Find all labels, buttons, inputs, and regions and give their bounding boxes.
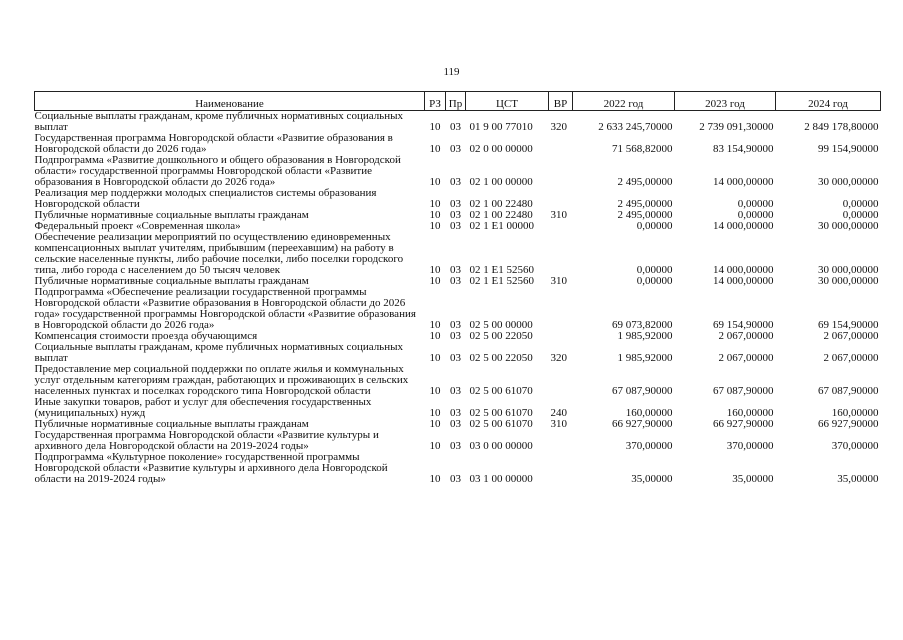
row-vr-cell bbox=[549, 331, 573, 342]
table-row bbox=[35, 364, 881, 397]
row-2022-cell: 2 495,00000 bbox=[617, 176, 673, 188]
row-vr-cell bbox=[549, 232, 573, 276]
row-name-cell: Социальные выплаты гражданам, кроме публичных нормативных социальных выплат bbox=[34, 341, 403, 364]
row-2023-cell: 2 067,00000 bbox=[718, 330, 774, 342]
row-2023-cell: 66 927,90000 bbox=[713, 418, 774, 430]
table-body bbox=[35, 111, 881, 486]
row-2022-cell: 69 073,82000 bbox=[612, 319, 673, 331]
row-pr-cell: 03 bbox=[450, 330, 461, 342]
row-2022-cell: 67 087,90000 bbox=[612, 385, 673, 397]
row-name-cell: Компенсация стоимости проезда обучающимся bbox=[34, 330, 258, 342]
row-cst-cell: 03 0 00 00000 bbox=[469, 440, 533, 452]
row-cst-cell: 02 0 00 00000 bbox=[469, 143, 533, 155]
row-rz-cell: 10 bbox=[429, 330, 441, 342]
row-pr-cell: 03 bbox=[450, 198, 461, 210]
row-2024-cell: 2 849 178,80000 bbox=[804, 121, 879, 133]
row-name-cell: Подпрограмма «Культурное поколение» государственной программы Новгородской области «Развитие культуры и архивного дела Новгородской области на 2019-2024 годы» bbox=[34, 451, 388, 485]
row-rz-cell: 10 bbox=[429, 121, 441, 133]
row-2024-cell: 370,00000 bbox=[831, 440, 879, 452]
row-name-cell: Предоставление мер социальной поддержки по оплате жилья и коммунальных услуг отдельным категориям граждан, работающих и проживающих в сельских населенных пунктах и поселках городского типа Новгородской области bbox=[34, 363, 409, 397]
row-name-cell: Подпрограмма «Обеспечение реализации государственной программы Новгородской области «Развитие образования в Новгородской области до 2026 года» государственной программы Новгородской области «Развитие образования в Новгородской области до 2026 года» bbox=[34, 286, 416, 331]
row-vr-cell bbox=[549, 155, 573, 188]
row-2022-cell: 160,00000 bbox=[625, 407, 673, 419]
row-pr-cell: 03 bbox=[450, 473, 461, 485]
row-2024-cell: 30 000,00000 bbox=[818, 220, 879, 232]
row-rz-cell: 10 bbox=[429, 385, 441, 397]
row-2022-cell: 370,00000 bbox=[625, 440, 673, 452]
row-2022-cell: 71 568,82000 bbox=[612, 143, 673, 155]
row-vr-cell bbox=[549, 430, 573, 452]
row-rz-cell: 10 bbox=[429, 176, 441, 188]
row-cst-cell: 02 5 00 22050 bbox=[469, 330, 533, 342]
table-row bbox=[35, 287, 881, 331]
row-2024-cell: 30 000,00000 bbox=[818, 275, 879, 287]
row-cst-cell: 02 5 00 22050 bbox=[469, 352, 533, 364]
table-row bbox=[35, 133, 881, 155]
row-name-cell: Обеспечение реализации мероприятий по осуществлению единовременных компенсационных выплат учителям, прибывшим (переехавшим) на работу в сельские населенные пункты, либо рабочие поселки, либо поселки городского типа, либо города с населением до 50 тысяч человек bbox=[34, 231, 404, 276]
header-2022: 2022 год bbox=[573, 92, 675, 111]
row-2022-cell: 1 985,92000 bbox=[617, 330, 673, 342]
row-2024-cell: 30 000,00000 bbox=[818, 176, 879, 188]
table-row bbox=[35, 452, 881, 485]
row-pr-cell: 03 bbox=[450, 319, 461, 331]
budget-table bbox=[34, 91, 881, 485]
row-2023-cell: 69 154,90000 bbox=[713, 319, 774, 331]
row-2023-cell: 14 000,00000 bbox=[713, 275, 774, 287]
row-cst-cell: 01 9 00 77010 bbox=[469, 121, 533, 133]
row-2024-cell: 0,00000 bbox=[842, 209, 879, 221]
table-row bbox=[35, 111, 881, 134]
row-name-cell: Публичные нормативные социальные выплаты гражданам bbox=[34, 275, 309, 287]
row-rz-cell: 10 bbox=[429, 220, 441, 232]
row-vr-cell bbox=[549, 133, 573, 155]
row-pr-cell: 03 bbox=[450, 209, 461, 221]
row-2024-cell: 2 067,00000 bbox=[823, 352, 879, 364]
row-2023-cell: 0,00000 bbox=[737, 198, 774, 210]
row-2022-cell: 2 633 245,70000 bbox=[598, 121, 673, 133]
row-vr-cell bbox=[549, 287, 573, 331]
row-pr-cell: 03 bbox=[450, 352, 461, 364]
row-2022-cell: 0,00000 bbox=[636, 275, 673, 287]
row-vr-cell: 320 bbox=[550, 352, 567, 364]
row-pr-cell: 03 bbox=[450, 143, 461, 155]
row-2024-cell: 2 067,00000 bbox=[823, 330, 879, 342]
row-cst-cell: 02 1 E1 00000 bbox=[469, 220, 534, 232]
row-2024-cell: 99 154,90000 bbox=[818, 143, 879, 155]
table-row bbox=[35, 232, 881, 276]
row-cst-cell: 02 1 00 22480 bbox=[469, 198, 533, 210]
row-2024-cell: 67 087,90000 bbox=[818, 385, 879, 397]
row-pr-cell: 03 bbox=[450, 275, 461, 287]
row-cst-cell: 02 5 00 61070 bbox=[469, 407, 533, 419]
row-rz-cell: 10 bbox=[429, 352, 441, 364]
row-vr-cell: 310 bbox=[550, 275, 567, 287]
row-vr-cell bbox=[549, 188, 573, 210]
row-2022-cell: 2 495,00000 bbox=[617, 209, 673, 221]
header-2024: 2024 год bbox=[776, 92, 881, 111]
row-2023-cell: 14 000,00000 bbox=[713, 264, 774, 276]
row-cst-cell: 02 1 00 22480 bbox=[469, 209, 533, 221]
header-pr: Пр bbox=[446, 92, 466, 111]
table-row bbox=[35, 188, 881, 210]
row-pr-cell: 03 bbox=[450, 220, 461, 232]
row-rz-cell: 10 bbox=[429, 264, 441, 276]
row-pr-cell: 03 bbox=[450, 418, 461, 430]
row-2024-cell: 35,00000 bbox=[837, 473, 879, 485]
row-name-cell: Публичные нормативные социальные выплаты гражданам bbox=[34, 209, 309, 221]
row-vr-cell: 310 bbox=[550, 209, 567, 221]
row-pr-cell: 03 bbox=[450, 385, 461, 397]
row-2023-cell: 83 154,90000 bbox=[713, 143, 774, 155]
row-rz-cell: 10 bbox=[429, 275, 441, 287]
table-header-row bbox=[35, 92, 881, 111]
row-vr-cell: 240 bbox=[550, 407, 567, 419]
row-vr-cell bbox=[549, 452, 573, 485]
row-name-cell: Реализация мер поддержки молодых специалистов системы образования Новгородской области bbox=[34, 187, 377, 210]
row-cst-cell: 02 1 E1 52560 bbox=[469, 275, 534, 287]
row-cst-cell: 02 1 00 00000 bbox=[469, 176, 533, 188]
row-cst-cell: 02 1 E1 52560 bbox=[469, 264, 534, 276]
row-vr-cell: 320 bbox=[550, 121, 567, 133]
row-2022-cell: 35,00000 bbox=[631, 473, 673, 485]
row-name-cell: Федеральный проект «Современная школа» bbox=[34, 220, 241, 232]
row-rz-cell: 10 bbox=[429, 198, 441, 210]
row-2024-cell: 160,00000 bbox=[831, 407, 879, 419]
row-cst-cell: 02 5 00 61070 bbox=[469, 418, 533, 430]
header-cst: ЦСТ bbox=[466, 92, 549, 111]
row-rz-cell: 10 bbox=[429, 209, 441, 221]
row-name-cell: Государственная программа Новгородской области «Развитие образования в Новгородской области до 2026 года» bbox=[34, 132, 393, 155]
row-cst-cell: 02 5 00 00000 bbox=[469, 319, 533, 331]
row-name-cell: Социальные выплаты гражданам, кроме публичных нормативных социальных выплат bbox=[34, 110, 403, 133]
page-number: 119 bbox=[443, 66, 460, 78]
row-2022-cell: 2 495,00000 bbox=[617, 198, 673, 210]
row-name-cell: Иные закупки товаров, работ и услуг для обеспечения государственных (муниципальных) нужд bbox=[34, 396, 372, 419]
table-row bbox=[35, 397, 881, 419]
row-pr-cell: 03 bbox=[450, 176, 461, 188]
table-row bbox=[35, 155, 881, 188]
row-pr-cell: 03 bbox=[450, 264, 461, 276]
row-rz-cell: 10 bbox=[429, 319, 441, 331]
row-name-cell: Государственная программа Новгородской области «Развитие культуры и архивного дела Новгородской области на 2019-2024 годы» bbox=[34, 429, 379, 452]
row-rz-cell: 10 bbox=[429, 143, 441, 155]
row-rz-cell: 10 bbox=[429, 440, 441, 452]
row-rz-cell: 10 bbox=[429, 418, 441, 430]
row-2023-cell: 67 087,90000 bbox=[713, 385, 774, 397]
row-2023-cell: 2 067,00000 bbox=[718, 352, 774, 364]
row-2024-cell: 30 000,00000 bbox=[818, 264, 879, 276]
row-pr-cell: 03 bbox=[450, 407, 461, 419]
row-2023-cell: 14 000,00000 bbox=[713, 176, 774, 188]
header-name: Наименование bbox=[35, 92, 425, 111]
table-row bbox=[35, 430, 881, 452]
row-name-cell: Подпрограмма «Развитие дошкольного и общего образования в Новгородской области» государственной программы Новгородской области «Развитие образования в Новгородской области до 2026 года» bbox=[34, 154, 401, 188]
row-pr-cell: 03 bbox=[450, 440, 461, 452]
row-pr-cell: 03 bbox=[450, 121, 461, 133]
row-2023-cell: 370,00000 bbox=[726, 440, 774, 452]
row-2023-cell: 2 739 091,30000 bbox=[699, 121, 774, 133]
row-name-cell: Публичные нормативные социальные выплаты гражданам bbox=[34, 418, 309, 430]
row-2023-cell: 0,00000 bbox=[737, 209, 774, 221]
table-row bbox=[35, 342, 881, 364]
row-rz-cell: 10 bbox=[429, 407, 441, 419]
row-2022-cell: 66 927,90000 bbox=[612, 418, 673, 430]
row-2023-cell: 160,00000 bbox=[726, 407, 774, 419]
row-vr-cell bbox=[549, 364, 573, 397]
row-cst-cell: 03 1 00 00000 bbox=[469, 473, 533, 485]
row-2024-cell: 69 154,90000 bbox=[818, 319, 879, 331]
row-vr-cell: 310 bbox=[550, 418, 567, 430]
row-rz-cell: 10 bbox=[429, 473, 441, 485]
row-vr-cell bbox=[549, 221, 573, 232]
row-2023-cell: 35,00000 bbox=[732, 473, 774, 485]
header-2023: 2023 год bbox=[675, 92, 776, 111]
row-2022-cell: 1 985,92000 bbox=[617, 352, 673, 364]
header-vr: ВР bbox=[549, 92, 573, 111]
row-2024-cell: 0,00000 bbox=[842, 198, 879, 210]
row-cst-cell: 02 5 00 61070 bbox=[469, 385, 533, 397]
row-2022-cell: 0,00000 bbox=[636, 220, 673, 232]
row-2022-cell: 0,00000 bbox=[636, 264, 673, 276]
row-2024-cell: 66 927,90000 bbox=[818, 418, 879, 430]
header-rz: РЗ bbox=[425, 92, 446, 111]
row-2023-cell: 14 000,00000 bbox=[713, 220, 774, 232]
